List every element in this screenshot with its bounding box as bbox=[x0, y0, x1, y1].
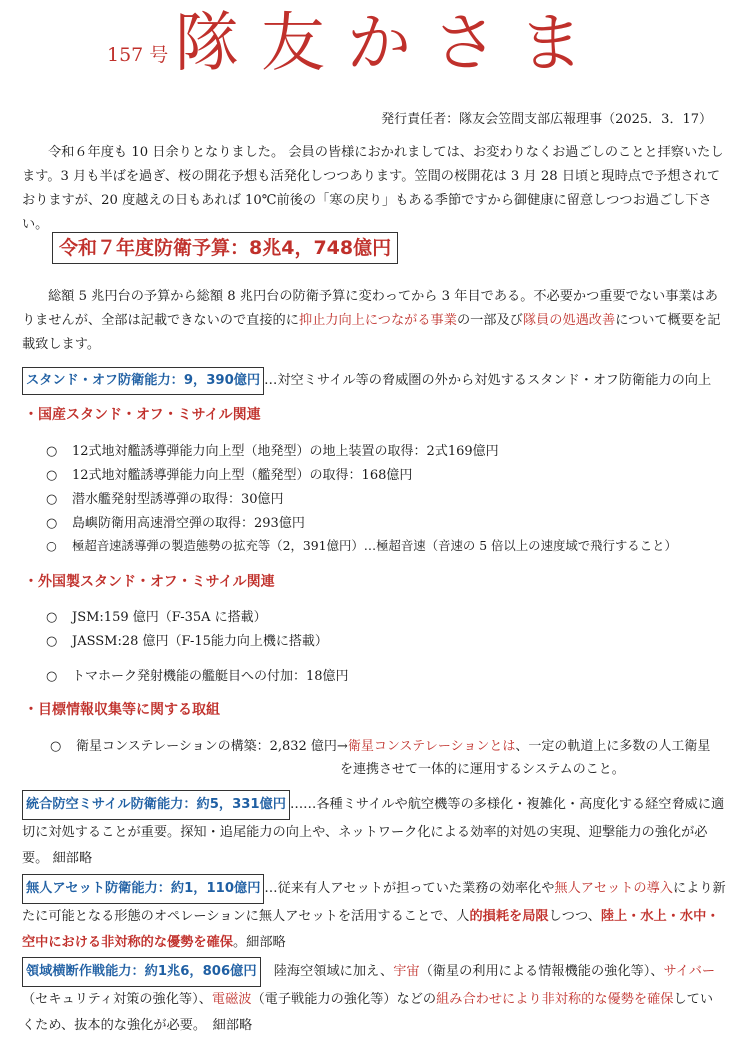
highlight-cyber: サイバー bbox=[663, 964, 716, 979]
list-item: ○ JSM:159 億円（F-35A に搭載） bbox=[46, 610, 267, 625]
standoff-description: …対空ミサイル等の脅威圏の外から対処するスタンド・オフ防衛能力の向上 bbox=[264, 373, 712, 388]
foreign-heading: ・外国製スタンド・オフ・ミサイル関連 bbox=[24, 574, 275, 590]
highlight-space: 宇宙 bbox=[393, 964, 420, 979]
unmanned-section: 無人アセット防衛能力：約1，110億円 …従来有人アセットが担っていた業務の効率化や無人アセットの導入により新たに可能となる形態のオペレーションに無人アセットを活用することで、人的損耗を局限しつつ、陸上・水上・水中・空中における非対称的な優勢を確保。細部略 bbox=[22, 874, 726, 956]
list-item: ○ JASSM:28 億円（F-15能力向上機に搭載） bbox=[46, 634, 328, 649]
greeting-paragraph: 令和６年度も 10 日余りとなりました。 会員の皆様におかれましては、お変わりなくお過ごしのことと拝察いたします。3 月も半ばを過ぎ、桜の開花予想も活発化しつつあります。笠間の桜開花は 3 月 28 日頃と現時点で予想されておりますが、20 度越えの日もあれば 10℃前後の「寒の戻り」もある季節ですから御健康に留意しつつお過ごし下さい。 bbox=[22, 145, 724, 232]
domestic-heading: ・国産スタンド・オフ・ミサイル関連 bbox=[24, 407, 261, 423]
intro-paragraph: 総額 5 兆円台の予算から総額 8 兆円台の防衛予算に変わってから 3 年目である。不必要かつ重要でない事業はありませんが、全部は記載できないので直接的に抑止力向上につながる事業の一部及び隊員の処遇改善について概要を記載致します。 bbox=[22, 289, 721, 352]
standoff-label: スタンド・オフ防衛能力：9，390億円 bbox=[22, 367, 264, 395]
crossdomain-label: 領域横断作戦能力：約1兆6，806億円 bbox=[22, 957, 261, 987]
list-item: ○ 潜水艦発射型誘導弾の取得：30億円 bbox=[46, 492, 284, 507]
bullet-icon: ○ bbox=[46, 492, 58, 507]
crossdomain-section: 領域横断作戦能力：約1兆6，806億円 陸海空領域に加え、宇宙（衛星の利用による情報機能の強化等）、サイバー（セキュリティ対策の強化等）、電磁波（電子戦能力の強化等）などの組み合わせにより非対称的な優勢を確保していくため、抜本的な強化が必要。 細部略 bbox=[22, 957, 726, 1039]
list-item: ○ 12式地対艦誘導弾能力向上型（地発型）の地上装置の取得：2式169億円 bbox=[46, 444, 499, 459]
bullet-icon: ○ bbox=[46, 538, 57, 553]
standoff-section bbox=[22, 367, 711, 395]
budget-title: 令和７年度防衛予算：8兆4，748億円 bbox=[52, 232, 398, 264]
list-item: ○ トマホーク発射機能の艦艇目への付加：18億円 bbox=[46, 669, 349, 684]
issue-number: 157 号 bbox=[107, 44, 169, 66]
list-item: ○ 12式地対艦誘導弾能力向上型（艦発型）の取得：168億円 bbox=[46, 468, 413, 483]
bullet-icon: ○ bbox=[46, 444, 58, 459]
list-item: ○ 極超音速誘導弾の製造態勢の拡充等（2，391億円）…極超音速（音速の 5 倍以上の速度域で飛行すること） bbox=[46, 538, 677, 553]
bullet-icon: ○ bbox=[46, 669, 58, 684]
highlight-combination: 組み合わせにより非対称的な優勢を確保 bbox=[436, 992, 674, 1007]
bullet-icon: ○ bbox=[46, 468, 58, 483]
highlight-deterrence: 抑止力向上につながる事業 bbox=[298, 313, 457, 328]
bullet-icon: ○ bbox=[50, 739, 62, 754]
iamd-section bbox=[22, 790, 726, 872]
bullet-icon: ○ bbox=[46, 610, 58, 625]
bullet-icon: ○ bbox=[46, 634, 58, 649]
bullet-icon: ○ bbox=[46, 516, 58, 531]
iamd-text: ……各種ミサイルや航空機等の多様化・複雑化・高度化する経空脅威に適切に対処することが重要。探知・追尾能力の向上や、ネットワーク化による効率的対処の実現、迎撃能力の強化が必要。 細部略 bbox=[22, 797, 725, 866]
highlight-superiority: 陸上・水上・水中・空中における非対称的な優勢を確保 bbox=[22, 909, 720, 950]
iamd-label: 統合防空ミサイル防衛能力：約5，331億円 bbox=[22, 790, 290, 820]
highlight-personnel: 隊員の処遇改善 bbox=[522, 313, 616, 328]
publisher-line: 発行責任者：隊友会笠間支部広報理事（2025．3．17） bbox=[381, 112, 712, 127]
unmanned-label: 無人アセット防衛能力：約1，110億円 bbox=[22, 874, 264, 904]
intel-heading: ・目標情報収集等に関する取組 bbox=[24, 702, 220, 718]
list-item: ○ 島嶼防衛用高速滑空弾の取得：293億円 bbox=[46, 516, 305, 531]
list-item: ○ 衛星コンステレーションの構築：2,832 億円→衛星コンステレーションとは、一定の軌道上に多数の人工衛星 bbox=[50, 739, 711, 754]
highlight-attrition: 的損耗を局限 bbox=[469, 909, 549, 924]
newsletter-title: 隊友かさま bbox=[175, 7, 605, 81]
highlight-unmanned-intro: 無人アセットの導入 bbox=[554, 881, 673, 896]
highlight-em: 電磁波 bbox=[211, 992, 252, 1007]
highlight-constellation: 衛星コンステレーションとは bbox=[347, 739, 516, 754]
list-item-continuation: を連携させて一体的に運用するシステムのこと。 bbox=[340, 762, 625, 777]
